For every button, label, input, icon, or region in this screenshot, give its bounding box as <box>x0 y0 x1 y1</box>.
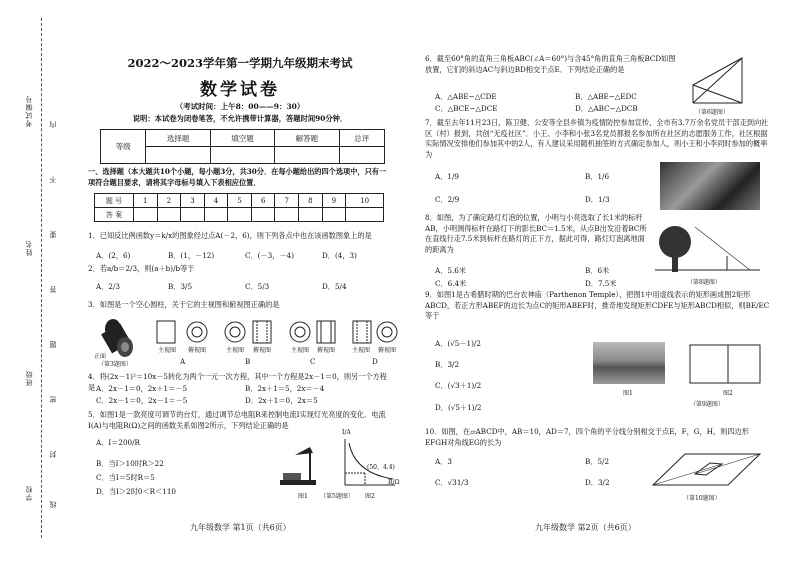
seal-char: 密 <box>49 395 57 403</box>
score-cell[interactable] <box>210 147 274 164</box>
desk-lamp-figure <box>280 447 316 485</box>
view-label: 俯视图 <box>317 347 336 354</box>
question-5: 5．如图1是一款亮度可调节的台灯，通过调节总电阻R来控制电流I实现灯光亮度的变化．电流I(A)与电阻R(Ω)之间的函数关系如图2所示，下列结论正确的是 <box>88 410 386 430</box>
q6-triangles-figure <box>690 55 750 110</box>
label-exam-no: 考试编号 <box>25 95 33 127</box>
score-cell[interactable] <box>339 147 384 164</box>
q10-option-d[interactable]: D．3/2 <box>585 478 610 487</box>
q8-streetlamp-figure <box>655 222 765 274</box>
q3-option-a[interactable]: A <box>180 357 186 366</box>
q5-option-a[interactable]: A．I＝200/R <box>96 438 140 447</box>
q10-parallelogram-figure <box>650 450 765 490</box>
fig6-caption: （第6题图） <box>695 109 729 116</box>
q1-option-b[interactable]: B．(1，－12) <box>168 251 215 260</box>
question-number-cell: 7 <box>275 194 299 208</box>
section-1-heading: 一、选择题（本大题共10个小题，每小题3分，共30分．在每小题给出的四个选项中，只有一项符合题目要求，请将其字母标号填入下表相应位置． <box>88 167 387 187</box>
option-d-views <box>353 321 397 343</box>
q1-option-d[interactable]: D．(4，3) <box>322 251 357 260</box>
seal-line <box>41 18 42 538</box>
seal-char: 题 <box>49 340 57 348</box>
question-6: 6．截至60°角的直角三角板ABC(∠A＝60°)与含45°角的直角三角板BCD如图放置，它们的斜边AC与斜边BD相交于点E．下列结论正确的是 <box>425 54 676 74</box>
label-class: 班级 <box>25 370 33 386</box>
answer-cell[interactable] <box>322 208 346 222</box>
question-number-cell: 3 <box>181 194 205 208</box>
view-label: 俯视图 <box>378 347 397 354</box>
score-header: 总评 <box>339 130 384 147</box>
fig9-2-caption: 图2 <box>723 390 733 397</box>
fig10-caption: （第10题图） <box>683 495 721 502</box>
answer-cell[interactable] <box>134 208 158 222</box>
question-8: 8．如图，为了确定路灯灯泡的位置，小明与小亮选取了长1米的标杆AB，小明测得标杆在路灯下的影长BC＝1.5米，从点B出发沿着BC所在直线行走7.5米到标杆在路灯的正下方，据此可得，路灯灯泡离地面的距离为 <box>425 213 647 254</box>
question-number-cell: 6 <box>251 194 275 208</box>
q5-option-d[interactable]: D．当I＞2时0＜R＜110 <box>96 487 177 496</box>
exam-time: （考试时间：上午8：00——9：30） <box>175 102 305 111</box>
view-label: 俯视图 <box>253 347 272 354</box>
binding-strip <box>0 0 62 561</box>
question-2: 2．若a/b＝2/3，则(a＋b)/b等于 <box>88 264 195 273</box>
q1-option-c[interactable]: C．(－3，－4) <box>245 251 295 260</box>
question-number-cell: 1 <box>134 194 158 208</box>
view-label: 主视图 <box>158 347 177 354</box>
option-a-views <box>157 321 207 343</box>
q9-rectangle-figure <box>687 342 767 387</box>
fig5-2-caption: 图2 <box>365 493 375 500</box>
q6-option-a[interactable]: A．△ABE∽△CDE <box>435 92 497 101</box>
graph-point-label: (50，4.4) <box>367 464 395 471</box>
graph-x-label: R/Ω <box>388 479 400 486</box>
q3-option-c[interactable]: C <box>310 357 316 366</box>
q7-option-b[interactable]: B．1/6 <box>585 172 610 181</box>
score-cell[interactable] <box>275 147 339 164</box>
parthenon-photo <box>593 342 665 384</box>
answer-cell[interactable] <box>157 208 181 222</box>
instructions: 说明：本试卷为闭卷笔答，不允许携带计算器，答题时间90分钟． <box>132 114 348 123</box>
answer-cell[interactable] <box>346 208 384 222</box>
q4-option-c[interactable]: C．2x－1＝0，2x－1＝－5 <box>96 396 188 405</box>
q5-option-c[interactable]: C．当I＝5时R＝5 <box>96 473 155 482</box>
q10-option-c[interactable]: C．√31/3 <box>435 478 469 487</box>
q8-option-c[interactable]: C．6.4米 <box>435 279 467 288</box>
answer-cell[interactable] <box>299 208 323 222</box>
q8-option-a[interactable]: A．5.6米 <box>435 266 466 275</box>
question-9: 9．如图1是古希腊时期的巴台农神庙（Parthenon Temple），把图1中用虚线表示的矩形画成图2矩形ABCD，若正方形ABEF的边长为点C的矩形ABEF时，推奇地发现矩形CDFE与矩形ABCD相似，则BE/EC等于 <box>425 290 770 320</box>
q2-option-c[interactable]: C．5/3 <box>245 282 270 291</box>
answer-cell[interactable] <box>181 208 205 222</box>
question-number-cell: 4 <box>204 194 228 208</box>
answer-cell[interactable] <box>228 208 252 222</box>
fig8-caption: （第8题图） <box>687 279 721 286</box>
q7-option-c[interactable]: C．2/9 <box>435 195 460 204</box>
score-table <box>100 129 385 164</box>
q10-option-b[interactable]: B．5/2 <box>585 457 610 466</box>
answer-cell[interactable] <box>275 208 299 222</box>
front-label: 正面 <box>94 353 107 360</box>
fig5-1-caption: 图1 <box>298 493 308 500</box>
option-c-views <box>290 321 335 343</box>
q4-option-b[interactable]: B．2x＋1＝5，2x＝－4 <box>245 384 325 393</box>
fig3-caption: （第3题图） <box>98 361 132 368</box>
q6-option-c[interactable]: C．△BCE∽△DCE <box>435 104 498 113</box>
seal-char: 要 <box>49 230 57 238</box>
q10-option-a[interactable]: A．3 <box>435 457 452 466</box>
seal-char: 线 <box>49 500 57 508</box>
q9-option-d[interactable]: D．(√5＋1)/2 <box>435 403 482 412</box>
score-header: 等级 <box>101 130 146 164</box>
answer-table-header: 题 号 <box>95 194 134 208</box>
seal-char: 封 <box>49 450 57 458</box>
fig5-caption: （第5题图） <box>320 493 354 500</box>
answer-cell[interactable] <box>204 208 228 222</box>
seal-char: 不 <box>49 175 57 183</box>
q8-option-b[interactable]: B．6米 <box>585 266 610 275</box>
exam-title: 2022～2023学年第一学期九年级期末考试 <box>127 56 353 70</box>
fig9-caption: （第9题图） <box>690 401 724 408</box>
q7-option-d[interactable]: D．1/3 <box>585 195 610 204</box>
q3-option-b[interactable]: B <box>245 357 251 366</box>
question-3: 3．如图是一个空心圆柱，关于它的主视图和俯视图正确的是 <box>88 300 280 309</box>
score-header: 填空题 <box>210 130 274 147</box>
question-number-cell: 8 <box>299 194 323 208</box>
question-number-cell: 9 <box>322 194 346 208</box>
answer-row-label: 答 案 <box>95 208 134 222</box>
q2-option-a[interactable]: A．2/3 <box>96 282 120 291</box>
q2-option-d[interactable]: D．5/4 <box>322 282 347 291</box>
q9-option-c[interactable]: C．(√3＋1)/2 <box>435 381 482 390</box>
subject-title: 数学试卷 <box>200 80 280 100</box>
q5-option-b[interactable]: B．当I＞10时R＞22 <box>96 459 164 468</box>
question-7: 7．截至去年11月23日，陈卫健、公安等全县乡镇为疫情防控参加宣传，全市有3.7万余名党员干部走到向社区（村）报到，共创“无疫社区”．小王、小李和小张3名党员都报名参加所在社区的志愿服务工作，社区根据实际情况安排他们参加其中的2人，有人建议采用随机抽签的方式确定参加人，则小王和小李同时参加的概率为 <box>425 118 769 159</box>
label-school: 学校 <box>25 485 33 501</box>
q7-option-a[interactable]: A．1/9 <box>435 172 459 181</box>
q1-option-a[interactable]: A．(2，6) <box>96 251 131 260</box>
seal-char: 内 <box>49 120 57 128</box>
label-name: 姓名 <box>25 240 33 256</box>
q4-option-d[interactable]: D．2x＋1＝0，2x＝5 <box>245 396 318 405</box>
question-4: 4．将(2x－1)²＝10x－5转化为两个一元一次方程，其中一个方程是2x－1＝0，则另一个方程是 <box>88 372 387 392</box>
answer-table <box>94 193 384 222</box>
score-header: 选择题 <box>146 130 210 147</box>
page-1 <box>80 0 400 561</box>
q3-option-d[interactable]: D <box>372 357 378 366</box>
fig9-1-caption: 图1 <box>623 390 633 397</box>
volunteer-photo <box>660 162 760 210</box>
q6-option-d[interactable]: D．△ABC∽△DCB <box>575 104 638 113</box>
view-label: 主视图 <box>291 347 310 354</box>
view-label: 主视图 <box>226 347 245 354</box>
page-2 <box>425 0 770 561</box>
q9-option-a[interactable]: A．(√5－1)/2 <box>435 339 481 348</box>
score-header: 解答题 <box>275 130 339 147</box>
q6-option-b[interactable]: B．△ABE∽△EDC <box>575 92 637 101</box>
q8-option-d[interactable]: D．7.5米 <box>585 279 617 288</box>
score-cell[interactable] <box>146 147 210 164</box>
q2-option-b[interactable]: B．3/5 <box>168 282 193 291</box>
answer-cell[interactable] <box>251 208 275 222</box>
seal-char: 答 <box>49 285 57 293</box>
graph-y-label: I/A <box>342 429 351 436</box>
view-label: 俯视图 <box>188 347 207 354</box>
q9-option-b[interactable]: B．3/2 <box>435 360 460 369</box>
view-label: 主视图 <box>352 347 371 354</box>
page-2-footer: 九年级数学 第2页（共6页） <box>535 523 636 532</box>
question-number-cell: 5 <box>228 194 252 208</box>
question-1: 1．已知反比例函数y＝k/x的图象经过点A(－2，6)，则下列各点中也在该函数图象上的是 <box>88 231 372 240</box>
option-b-views <box>225 321 271 343</box>
q4-option-a[interactable]: A．2x－1＝0，2x＋1＝－5 <box>96 384 188 393</box>
question-number-cell: 2 <box>157 194 181 208</box>
question-number-cell: 10 <box>346 194 384 208</box>
page-1-footer: 九年级数学 第1页（共6页） <box>190 523 291 532</box>
question-10: 10．如图，在▱ABCD中，AB＝10，AD＝7，四个角的平分线分别相交于点E，F，G，H，则四边形EFGH对角线EG的长为 <box>425 427 749 447</box>
